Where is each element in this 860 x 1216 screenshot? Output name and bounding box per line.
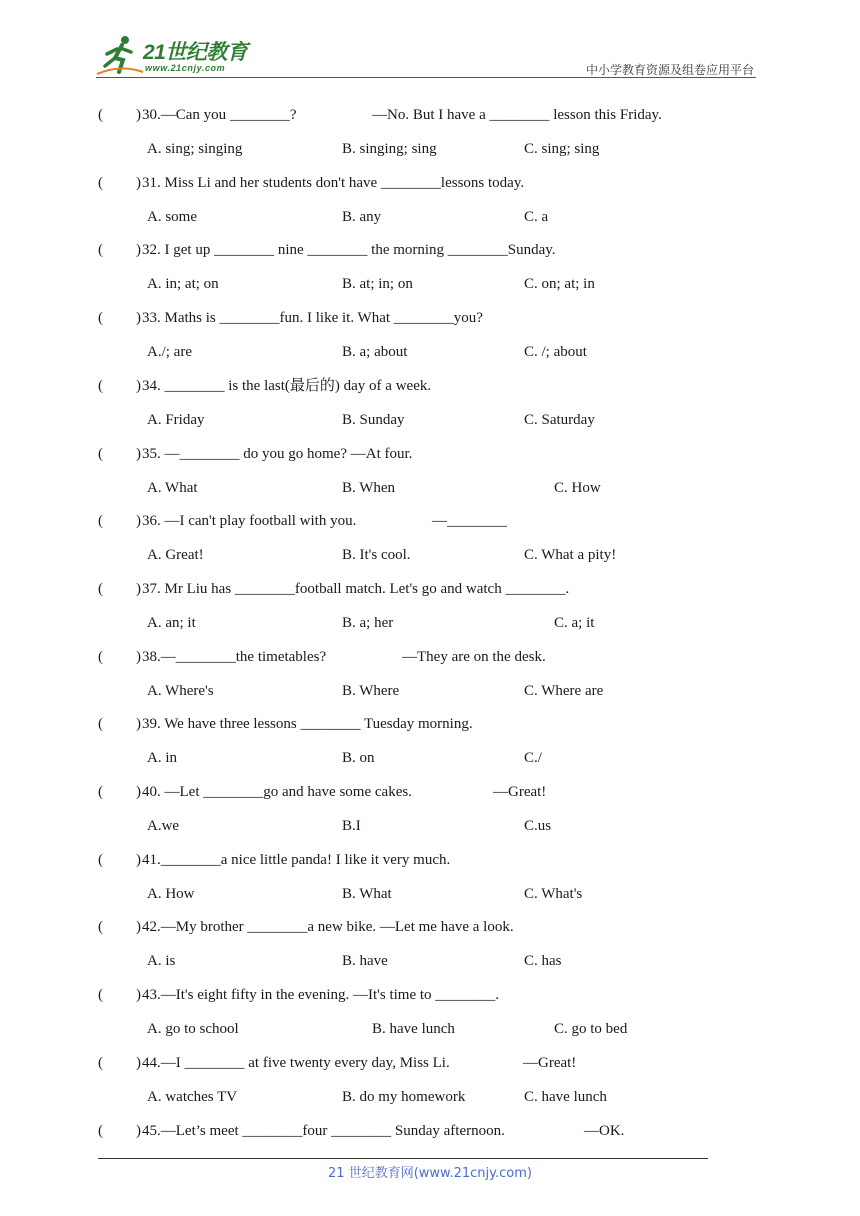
option-b: B. have <box>342 953 388 969</box>
option-c: C. What's <box>524 886 583 902</box>
question-row <box>0 646 860 668</box>
question-row <box>0 172 860 194</box>
answer-paren-open: ( <box>98 987 103 1003</box>
answer-paren-open: ( <box>98 446 103 462</box>
question-reply: —Great! <box>523 1055 577 1071</box>
answer-paren-close: ) <box>136 1055 141 1071</box>
option-b: B. a; about <box>342 344 408 360</box>
options-row <box>0 544 860 566</box>
page-header <box>0 0 860 80</box>
option-b: B. Where <box>342 683 400 699</box>
option-a: A. some <box>147 209 197 225</box>
question-reply: —Great! <box>493 784 547 800</box>
options-row <box>0 747 860 769</box>
options-row <box>0 815 860 837</box>
answer-paren-open: ( <box>98 784 103 800</box>
question-text: 35. —________ do you go home? —At four. <box>142 446 413 462</box>
answer-paren-open: ( <box>98 242 103 258</box>
answer-paren-open: ( <box>98 107 103 123</box>
question-row <box>0 443 860 465</box>
option-c: C.us <box>524 818 552 834</box>
answer-paren-open: ( <box>98 919 103 935</box>
question-text: 37. Mr Liu has ________football match. Let's go and watch ________. <box>142 581 570 597</box>
question-reply: —They are on the desk. <box>402 649 546 665</box>
option-c: C. Where are <box>524 683 604 699</box>
option-a: A. in; at; on <box>147 276 219 292</box>
question-text: 40. —Let ________go and have some cakes. <box>142 784 412 800</box>
question-text: 41.________a nice little panda! I like it very much. <box>142 852 451 868</box>
option-c: C. a <box>524 209 549 225</box>
footer-divider <box>98 1158 708 1159</box>
answer-paren-close: ) <box>136 310 141 326</box>
option-b: B. at; in; on <box>342 276 413 292</box>
options-row <box>0 612 860 634</box>
options-row <box>0 883 860 905</box>
answer-paren-open: ( <box>98 716 103 732</box>
option-a: A. go to school <box>147 1021 239 1037</box>
options-row <box>0 138 860 160</box>
option-a: A./; are <box>147 344 192 360</box>
question-text: 36. —I can't play football with you. <box>142 513 357 529</box>
option-b: B. have lunch <box>372 1021 455 1037</box>
answer-paren-close: ) <box>136 716 141 732</box>
answer-paren-open: ( <box>98 1055 103 1071</box>
question-row <box>0 375 860 397</box>
option-a: A. is <box>147 953 176 969</box>
option-a: A. an; it <box>147 615 196 631</box>
question-text: 39. We have three lessons ________ Tuesday morning. <box>142 716 473 732</box>
option-c: C. a; it <box>554 615 595 631</box>
header-divider <box>96 77 756 78</box>
question-row <box>0 781 860 803</box>
answer-paren-close: ) <box>136 649 141 665</box>
site-logo <box>95 34 265 78</box>
answer-paren-close: ) <box>136 107 141 123</box>
answer-paren-close: ) <box>136 784 141 800</box>
logo-url: www.21cnjy.com <box>145 63 226 73</box>
option-b: B. any <box>342 209 382 225</box>
option-a: A. Where's <box>147 683 214 699</box>
option-c: C. Saturday <box>524 412 595 428</box>
question-row <box>0 578 860 600</box>
answer-paren-open: ( <box>98 852 103 868</box>
option-b: B. When <box>342 480 396 496</box>
header-platform-text: 中小学教育资源及组卷应用平台 <box>585 63 754 77</box>
answer-paren-open: ( <box>98 513 103 529</box>
option-b: B.I <box>342 818 361 834</box>
option-a: A. watches TV <box>147 1089 238 1105</box>
options-row <box>0 680 860 702</box>
option-b: B. do my homework <box>342 1089 466 1105</box>
option-b: B. What <box>342 886 392 902</box>
question-row <box>0 510 860 532</box>
answer-paren-open: ( <box>98 1123 103 1139</box>
option-c: C. sing; sing <box>524 141 600 157</box>
option-a: A. sing; singing <box>147 141 243 157</box>
logo-text: 21世纪教育 <box>143 41 248 64</box>
question-text: 33. Maths is ________fun. I like it. What ________you? <box>142 310 483 326</box>
question-row <box>0 1052 860 1074</box>
option-b: B. singing; sing <box>342 141 437 157</box>
question-text: 32. I get up ________ nine ________ the morning ________Sunday. <box>142 242 556 258</box>
option-b: B. on <box>342 750 375 766</box>
question-text: 42.—My brother ________a new bike. —Let me have a look. <box>142 919 514 935</box>
answer-paren-close: ) <box>136 987 141 1003</box>
question-row <box>0 307 860 329</box>
question-reply: —No. But I have a ________ lesson this Friday. <box>372 107 662 123</box>
question-text: 30.—Can you ________? <box>142 107 297 123</box>
question-text: 45.—Let’s meet ________four ________ Sunday afternoon. <box>142 1123 505 1139</box>
question-reply: —________ <box>432 513 507 529</box>
options-row <box>0 1086 860 1108</box>
question-row <box>0 239 860 261</box>
option-c: C. /; about <box>524 344 587 360</box>
answer-paren-open: ( <box>98 649 103 665</box>
question-row <box>0 984 860 1006</box>
options-row <box>0 409 860 431</box>
question-row <box>0 849 860 871</box>
option-a: A.we <box>147 818 180 834</box>
question-text: 38.—________the timetables? <box>142 649 327 665</box>
answer-paren-close: ) <box>136 378 141 394</box>
option-a: A. Great! <box>147 547 204 563</box>
answer-paren-close: ) <box>136 242 141 258</box>
options-row <box>0 477 860 499</box>
option-c: C. on; at; in <box>524 276 595 292</box>
options-row <box>0 341 860 363</box>
question-text: 34. ________ is the last(最后的) day of a week. <box>142 378 432 394</box>
answer-paren-open: ( <box>98 175 103 191</box>
options-row <box>0 206 860 228</box>
option-a: A. Friday <box>147 412 205 428</box>
option-c: C. How <box>554 480 601 496</box>
question-text: 31. Miss Li and her students don't have ________lessons today. <box>142 175 525 191</box>
option-c: C. has <box>524 953 562 969</box>
options-row <box>0 950 860 972</box>
question-reply: —OK. <box>584 1123 625 1139</box>
options-row <box>0 273 860 295</box>
answer-paren-open: ( <box>98 310 103 326</box>
question-row <box>0 916 860 938</box>
answer-paren-close: ) <box>136 852 141 868</box>
option-a: A. What <box>147 480 198 496</box>
option-a: A. in <box>147 750 177 766</box>
answer-paren-close: ) <box>136 513 141 529</box>
question-row <box>0 713 860 735</box>
running-figure-icon <box>95 34 145 78</box>
option-c: C. have lunch <box>524 1089 607 1105</box>
option-c: C. go to bed <box>554 1021 628 1037</box>
footer-text: 21 世纪教育网(www.21cnjy.com) <box>328 1166 532 1181</box>
option-c: C. What a pity! <box>524 547 617 563</box>
question-text: 44.—I ________ at five twenty every day, Miss Li. <box>142 1055 450 1071</box>
option-c: C./ <box>524 750 542 766</box>
answer-paren-close: ) <box>136 446 141 462</box>
question-row <box>0 104 860 126</box>
answer-paren-close: ) <box>136 175 141 191</box>
option-b: B. Sunday <box>342 412 405 428</box>
option-b: B. It's cool. <box>342 547 411 563</box>
question-text: 43.—It's eight fifty in the evening. —It's time to ________. <box>142 987 500 1003</box>
answer-paren-open: ( <box>98 378 103 394</box>
answer-paren-close: ) <box>136 1123 141 1139</box>
answer-paren-open: ( <box>98 581 103 597</box>
answer-paren-close: ) <box>136 581 141 597</box>
answer-paren-close: ) <box>136 919 141 935</box>
option-a: A. How <box>147 886 195 902</box>
option-b: B. a; her <box>342 615 394 631</box>
options-row <box>0 1018 860 1040</box>
question-row <box>0 1120 860 1142</box>
